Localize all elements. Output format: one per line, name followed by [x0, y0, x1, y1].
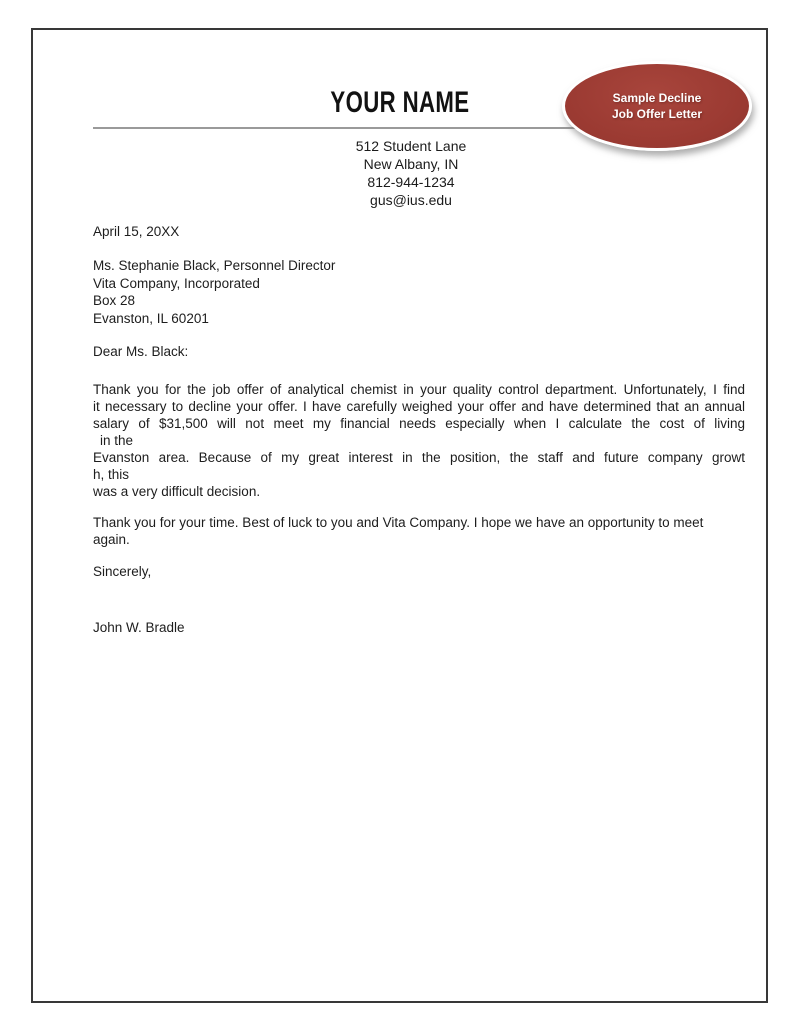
recipient-line: Evanston, IL 60201 [93, 310, 209, 326]
body-line: salary of $31,500 will not meet my financial needs especially when I calculate the cost of living [93, 416, 745, 431]
contact-email: gus@ius.edu [370, 192, 452, 208]
body-paragraph-1 [93, 381, 745, 500]
contact-phone: 812-944-1234 [367, 174, 455, 190]
complimentary-close: Sincerely, [93, 564, 152, 579]
recipient-line: Box 28 [93, 293, 136, 308]
body-line: h, this [93, 467, 130, 482]
salutation: Dear Ms. Black: [93, 344, 189, 359]
body-line: again. [93, 532, 130, 547]
badge-label-line2: Job Offer Letter [611, 107, 702, 121]
sample-letter-badge [562, 61, 752, 151]
contact-address-line1: 512 Student Lane [355, 138, 467, 154]
recipient-line: Ms. Stephanie Black, Personnel Director [93, 258, 336, 273]
body-line: was a very difficult decision. [93, 484, 261, 499]
body-paragraph-2 [93, 514, 745, 548]
body-line: in the [100, 433, 134, 448]
signature-name: John W. Bradle [93, 620, 185, 635]
recipient-line: Vita Company, Incorporated [93, 275, 260, 291]
contact-address-line2: New Albany, IN [363, 156, 459, 172]
body-line: Thank you for the job offer of analytical chemist in your quality control department. Unfortunately, I find [93, 382, 745, 397]
body-line: it necessary to decline your offer. I have carefully weighed your offer and have determined that an annual [93, 399, 745, 414]
recipient-address-block [93, 257, 335, 327]
badge-label-line1: Sample Decline [612, 91, 702, 105]
sender-name-title: YOUR NAME [330, 86, 470, 119]
header-divider-rule [93, 127, 640, 129]
body-line: Evanston area. Because of my great interest in the position, the staff and future company growt [93, 450, 745, 465]
body-line: Thank you for your time. Best of luck to you and Vita Company. I hope we have an opportunity to meet [93, 515, 704, 530]
letter-date: April 15, 20XX [93, 224, 180, 239]
